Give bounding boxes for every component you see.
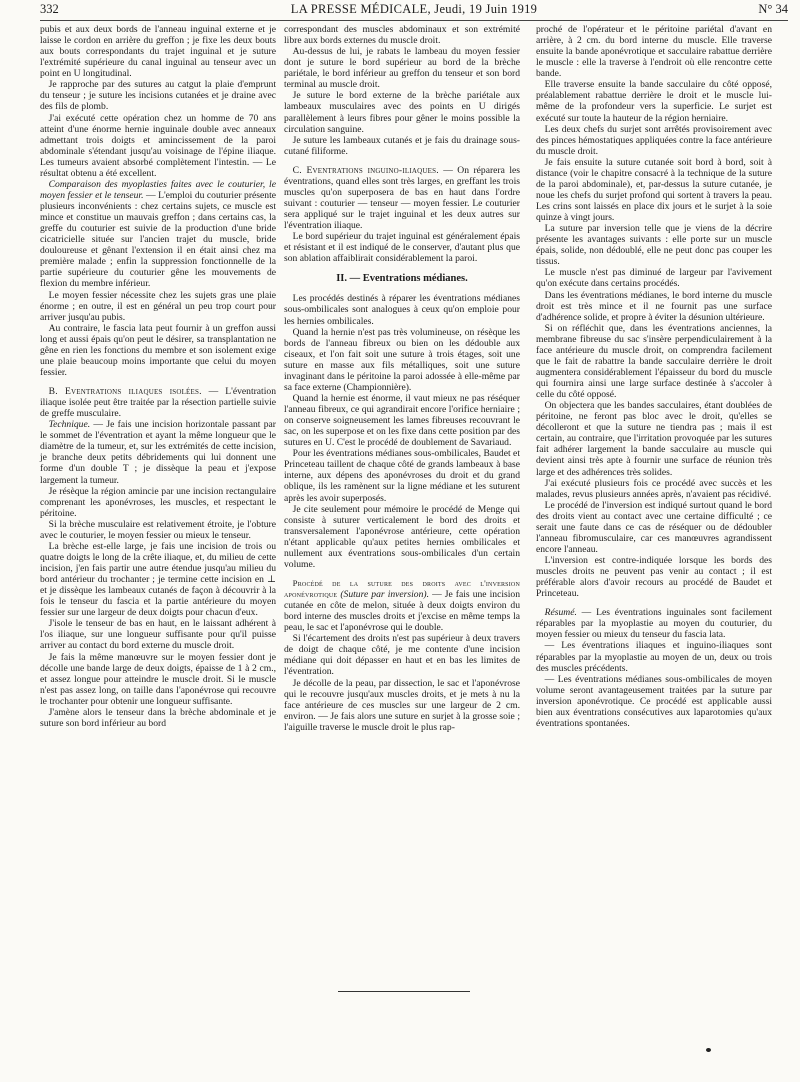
- paragraph: Si la brèche musculaire est relativement étroite, je l'obture avec le couturier, le moyen fessier ou mieux le tenseur.: [40, 518, 276, 541]
- paragraph: Elle traverse ensuite la bande sacculaire du côté opposé, préalablement rabattue derrière le droit et le muscle lui-même de la profondeur vers la superficie. Le surjet est exécuté sur toute la hauteur de la région herniaire.: [536, 79, 772, 124]
- journal-title: LA PRESSE MÉDICALE, Jeudi, 19 Juin 1919: [290, 2, 538, 16]
- subsection-title: (Suture par inversion).: [340, 589, 429, 600]
- paragraph: Le procédé de l'inversion est indiqué surtout quand le bord des droits vient au contact avec une certaine difficulté ; ce serait une faute dans ce cas de réséquer ou de dédoubler l'anneau fibromusculaire, car ces manœuvres agrandissent encore l'anneau.: [536, 499, 772, 555]
- page-header: [40, 2, 788, 20]
- paragraph: Je suture les lambeaux cutanés et je fais du drainage sous-cutané filiforme.: [284, 134, 520, 157]
- print-mark: [706, 1048, 711, 1052]
- paragraph: Les deux chefs du surjet sont arrêtés provisoirement avec des pinces hémostatiques appliquées contre la face antérieure du muscle droit.: [536, 123, 772, 157]
- subsection-title: Technique.: [48, 419, 91, 431]
- paragraph: Le muscle n'est pas diminué de largeur par l'avivement qu'on exécute dans certains procédés.: [536, 267, 772, 290]
- paragraph: Je fais la même manœuvre sur le moyen fessier dont je décolle une bande large de deux doigts, épaisse de 1 à 2 cm., et assez longue pour atteindre le muscle droit. Si le muscle n'est pas assez long, on taille dans l'aponévrose qui recouvre le trochanter pour obtenir une longueur suffisante.: [40, 651, 276, 707]
- paragraph: proché de l'opérateur et le péritoine pariétal d'avant en arrière, à 2 cm. du bord interne du muscle. Elle traverse ensuite la bande aponévrotique et sacculaire rabattue derrière le muscle : elle la traverse à l'endroit où elle rencontre cette bande.: [536, 24, 772, 80]
- column-3: [536, 24, 772, 729]
- paragraph: J'amène alors le tenseur dans la brèche abdominale et je suture son bord inférieur au bord: [40, 706, 276, 729]
- section-heading: II. — Eventrations médianes.: [336, 273, 468, 285]
- paragraph: — Les éventrations médianes sous-ombilicales de moyen volume seront avantageusement traitées par la suture par inversion aponévrotique. Ce procédé est applicable aussi bien aux éventrations consécutives aux laparotomies qu'aux éventrations spontanées.: [536, 673, 772, 729]
- paragraph: J'isole le tenseur de bas en haut, en le laissant adhérent à l'os iliaque, sur une longueur suffisante pour qu'il puisse arriver au contact du bord externe du muscle droit.: [40, 618, 276, 652]
- paragraph-text: — L'éventration iliaque isolée peut être traitée par la résection partielle suivie de greffe musculaire.: [40, 386, 276, 420]
- paragraph: Je résèque la région amincie par une incision rectangulaire comprenant les aponévroses, les muscles, et respectant le péritoine.: [40, 485, 276, 519]
- subsection-title: Comparaison des myoplasties faites avec le couturier, le moyen fessier et le tenseur.: [40, 178, 276, 201]
- subsection-title: Résumé.: [544, 607, 577, 619]
- paragraph: On objectera que les bandes sacculaires, étant doublées de péritoine, ne feront pas bloc avec le droit, qu'elles se décolleront et que la suture ne tiendra pas ; mais il est certain, au contraire, que l'irritation provoquée par les sutures fait adhérer largement la bande sacculaire au muscle qui devient ainsi très apte à fournir une surface de réunion très large et des adhérences très solides.: [536, 400, 772, 478]
- paragraph-text: — Je fais une incision horizontale passant par le sommet de l'éventration et ayant la même longueur que le diamètre de la tumeur, et, sur les extrémités de cette incision, je branche deux petits débridements qui lui donnent une forme d'un double T ; je dissèque la peau et j'expose largement la tumeur.: [40, 419, 276, 486]
- header-rule: [40, 20, 788, 21]
- paragraph: Quand la hernie est énorme, il vaut mieux ne pas réséquer l'anneau fibreux, ce qui agrandirait encore l'orifice herniaire ; on conserve soigneusement les lames fibreuses recouvrant le sac, on les superpose et on les fixe dans cette position par des sutures en U. C'est le procédé de doublement de Savariaud.: [284, 392, 520, 449]
- paragraph: Je fais ensuite la suture cutanée soit bord à bord, soit à distance (voir le chapitre consacré à la technique de la suture de la paroi abdominale), et, par-dessus la suture cutanée, je noue les chefs du surjet profond qui sortent à travers la peau. Les crins sont laissés en place dix jours et le surjet à la soie quinze à vingt jours.: [536, 156, 772, 224]
- page-number: 332: [40, 2, 59, 16]
- paragraph: Au-dessus de lui, je rabats le lambeau du moyen fessier dont je suture le bord supérieur au bord de la brèche pariétale, le bord inférieur au greffon du tenseur et son bord terminal au muscle droit.: [284, 46, 520, 91]
- subsection-heading: B. Eventrations iliaques isolées.: [48, 386, 202, 397]
- paragraph: Je rapproche par des sutures au catgut la plaie d'emprunt du tenseur ; je suture les incisions cutanées et je draine avec des fils de plomb.: [40, 79, 276, 113]
- paragraph: pubis et aux deux bords de l'anneau inguinal externe et je laisse le cordon en arrière du greffon ; je fixe les deux bouts aux bouts correspondants du trajet inguinal et je suture l'extrémité supérieure du canal inguinal au tenseur avec un point en U longitudinal.: [40, 24, 276, 80]
- paragraph: La brèche est-elle large, je fais une incision de trois ou quatre doigts le long de la crête iliaque, et, du milieu de cette incision, j'en fais partir une autre étendue jusqu'au milieu du bord antérieur du trochanter ; je termine cette incision en ⊥ et je dissèque les lambeaux cutanés de façon à découvrir à la fois le tenseur du fascia et la partie antérieure du moyen fessier sur une largeur de deux doigts pour chacun d'eux.: [40, 540, 276, 619]
- paragraph-text: — On réparera les éventrations, quand elles sont très larges, en greffant les trois muscles qu'on superposera de bas en haut dans l'ordre suivant : couturier — tenseur — moyen fessier. Le couturier sera appliqué sur le trajet inguinal et les deux autres sur l'éventration iliaque.: [284, 164, 520, 232]
- paragraph: Je suture le bord externe de la brèche pariétale aux lambeaux musculaires avec des points en U dirigés parallèlement à leurs fibres pour gêner le moins possible la circulation sanguine.: [284, 90, 520, 135]
- paragraph: Pour les éventrations médianes sous-ombilicales, Baudet et Princeteau taillent de chaque côté de grands lambeaux à base interne, aux dépens des aponévroses du droit et du grand oblique, ils les ramènent sur la ligne médiane et les suturent après les avoir superposés.: [284, 448, 520, 504]
- paragraph: Au contraire, le fascia lata peut fournir à un greffon aussi long et aussi épais qu'on peut le désirer, sa transplantation ne gêne en rien les fonctions du membre et son isolement exige une plaie beaucoup moins importante que celui du moyen fessier.: [40, 322, 276, 378]
- paragraph: Le moyen fessier nécessite chez les sujets gras une plaie énorme ; en outre, il est en général un peu trop court pour arriver jusqu'au pubis.: [40, 289, 276, 323]
- column-2: [284, 24, 520, 733]
- paragraph: Les procédés destinés à réparer les éventrations médianes sous-ombilicales sont analogues à ceux qu'on emploie pour les hernies ombilicales.: [284, 293, 520, 327]
- paragraph: L'inversion est contre-indiquée lorsque les bords des muscles droits ne peuvent pas venir au contact ; il est préférable alors d'avoir recours au procédé de Baudet et Princeteau.: [536, 555, 772, 600]
- paragraph: Dans les éventrations médianes, le bord interne du muscle droit est très mince et il ne fournit pas une surface d'adhérence solide, et propre à éviter la désunion ultérieure.: [536, 289, 772, 323]
- paragraph: La suture par inversion telle que je viens de la décrire présente les avantages suivants : elle porte sur un muscle épais, solide, non dédoublé, elle ne peut donc pas couper les tissus.: [536, 223, 772, 268]
- paragraph: — Les éventrations iliaques et inguino-iliaques sont réparables par la myoplastie au moyen de un, deux ou trois des muscles précédents.: [536, 640, 772, 674]
- paragraph-text: — Les éventrations inguinales sont facilement réparables par la myoplastie au moyen du couturier, du moyen fessier ou mieux du tenseur du fascia lata.: [536, 607, 772, 641]
- paragraph: correspondant des muscles abdominaux et son extrémité libre aux bords externes du muscle droit.: [284, 24, 520, 47]
- article-end-rule: [338, 991, 470, 992]
- paragraph: [40, 419, 276, 485]
- paragraph: Je cite seulement pour mémoire le procédé de Menge qui consiste à suturer verticalement le bord des droits et transversalement l'aponévrose antérieure, cette opération n'étant applicable qu'aux petites hernies ombilicales et nullement aux éventrations sous-ombilicales d'un certain volume.: [284, 503, 520, 570]
- paragraph: J'ai exécuté cette opération chez un homme de 70 ans atteint d'une énorme hernie inguinale double avec anneaux admettant trois doigts et amincissement de la paroi abdominale s'étendant jusqu'au voisinage de l'épine iliaque. Les tumeurs avaient absorbé complètement l'intestin. — Le résultat obtenu a été excellent.: [40, 112, 276, 179]
- subsection-heading: Procédé de la suture des droits avec l'inversion aponévrotique: [284, 577, 520, 599]
- paragraph: [284, 165, 520, 231]
- column-1: [40, 24, 276, 729]
- paragraph: [284, 578, 520, 633]
- paragraph: Je décolle de la peau, par dissection, le sac et l'aponévrose qui le recouvre jusqu'aux muscles droits, et je mets à nu la face antérieure de ces muscles sur une largeur de 2 cm. environ. — Je fais alors une suture en surjet à la grosse soie ; l'aiguille traverse le muscle droit le plus rap-: [284, 677, 520, 733]
- paragraph: Le bord supérieur du trajet inguinal est généralement épais et résistant et il est indiqué de le conserver, d'autant plus que son ablation affaiblirait considérablement la paroi.: [284, 231, 520, 265]
- paragraph-text: — Je fais une incision cutanée en côte de melon, située à deux doigts environ du bord interne des muscles droits et j'excise en même temps la peau, le sac et l'aponévrose qui le double.: [284, 589, 520, 634]
- paragraph: Si l'écartement des droits n'est pas supérieur à deux travers de doigt de chaque côté, je me contente d'une incision médiane qui doit dépasser en haut et en bas les limites de l'éventration.: [284, 633, 520, 678]
- paragraph-text: — L'emploi du couturier présente plusieurs inconvénients : chez certains sujets, ce muscle est mince et constitue un mauvais greffon ; dans certains cas, la greffe du couturier est suivie de la production d'une bride cicatricielle située sur l'ancien trajet du muscle, bride douloureuse et gênant l'extension il en était ainsi chez ma première malade ; enfin la suppression fonctionnelle de la partie supérieure du couturier gêne les mouvements de flexion du membre inférieur.: [40, 189, 276, 290]
- paragraph: J'ai exécuté plusieurs fois ce procédé avec succès et les malades, revus plusieurs années après, n'avaient pas récidivé.: [536, 477, 772, 500]
- paragraph: Quand la hernie n'est pas très volumineuse, on résèque les bords de l'anneau fibreux ou bien on les dédouble aux ciseaux, et l'on fait soit une suture à trois étages, soit une suture en masse aux fils métalliques, soit une suture invaginant dans le péritoine la paroi adossée à elle-même par sa face externe (Championnière).: [284, 326, 520, 393]
- issue-number: N° 34: [758, 2, 788, 16]
- paragraph: [40, 386, 276, 419]
- paragraph: [40, 179, 276, 290]
- subsection-heading: C. Eventrations inguino-iliaques.: [292, 164, 439, 176]
- paragraph: [536, 607, 772, 640]
- paragraph: Si on réfléchit que, dans les éventrations anciennes, la membrane fibreuse du sac s'insère perpendiculairement à la face antérieure du muscle droit, on comprendra facilement que le fait de rabattre la bande sacculaire derrière le droit augmentera considérablement l'épaisseur du bord du muscle qui fournira ainsi une large surface destinée à s'accoler à celle du côté opposé.: [536, 322, 772, 401]
